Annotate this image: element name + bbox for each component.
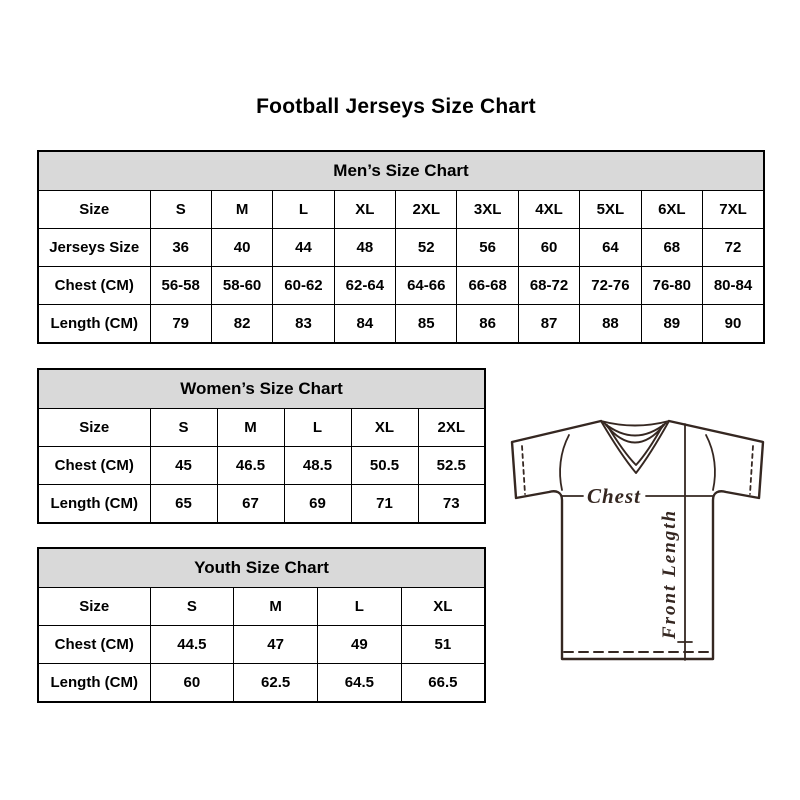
table-row: [38, 664, 485, 703]
chest-label: Chest: [586, 484, 642, 508]
jersey-outline: [512, 421, 763, 659]
value-cell: 60-62: [273, 267, 334, 305]
value-cell: 3XL: [457, 191, 518, 229]
value-cell: 72: [703, 229, 764, 267]
value-cell: 47: [234, 626, 318, 664]
table-row: [38, 626, 485, 664]
value-cell: 50.5: [351, 447, 418, 485]
value-cell: 51: [401, 626, 485, 664]
value-cell: 68-72: [518, 267, 579, 305]
value-cell: 64: [580, 229, 641, 267]
row-label-cell: Chest (CM): [38, 267, 150, 305]
value-cell: 40: [211, 229, 272, 267]
table-row: [38, 447, 485, 485]
row-label-cell: Jerseys Size: [38, 229, 150, 267]
mens-size-table: [37, 150, 765, 344]
value-cell: 52: [396, 229, 457, 267]
jersey-measurement-diagram: [502, 408, 794, 670]
armhole-seam-left: [560, 435, 569, 490]
table-row: [38, 229, 764, 267]
value-cell: L: [273, 191, 334, 229]
value-cell: 72-76: [580, 267, 641, 305]
value-cell: 68: [641, 229, 702, 267]
v-neck-collar: [601, 421, 669, 473]
value-cell: 48.5: [284, 447, 351, 485]
value-cell: 80-84: [703, 267, 764, 305]
value-cell: 2XL: [418, 409, 485, 447]
value-cell: 49: [318, 626, 402, 664]
value-cell: 44: [273, 229, 334, 267]
value-cell: 56: [457, 229, 518, 267]
table-row: [38, 409, 485, 447]
value-cell: 69: [284, 485, 351, 524]
value-cell: 2XL: [396, 191, 457, 229]
value-cell: 65: [150, 485, 217, 524]
youth-size-table: [37, 547, 486, 703]
table-row: [38, 305, 764, 344]
value-cell: 58-60: [211, 267, 272, 305]
value-cell: 88: [580, 305, 641, 344]
value-cell: M: [234, 588, 318, 626]
value-cell: S: [150, 191, 211, 229]
value-cell: 79: [150, 305, 211, 344]
value-cell: 84: [334, 305, 395, 344]
front-length-measure-line: [678, 424, 692, 660]
value-cell: 7XL: [703, 191, 764, 229]
value-cell: 64.5: [318, 664, 402, 703]
cuff-stitch-left: [522, 446, 525, 494]
table-row: [38, 191, 764, 229]
value-cell: 60: [150, 664, 234, 703]
value-cell: 45: [150, 447, 217, 485]
value-cell: 82: [211, 305, 272, 344]
value-cell: 66-68: [457, 267, 518, 305]
table-row: [38, 267, 764, 305]
value-cell: 5XL: [580, 191, 641, 229]
value-cell: 86: [457, 305, 518, 344]
value-cell: 6XL: [641, 191, 702, 229]
table-header-row: [38, 369, 485, 409]
mens-table-header: Men’s Size Chart: [38, 151, 764, 191]
table-row: [38, 485, 485, 524]
row-label-cell: Chest (CM): [38, 626, 150, 664]
value-cell: S: [150, 409, 217, 447]
womens-size-table: [37, 368, 486, 524]
value-cell: XL: [334, 191, 395, 229]
value-cell: 85: [396, 305, 457, 344]
value-cell: 76-80: [641, 267, 702, 305]
row-label-cell: Length (CM): [38, 485, 150, 524]
value-cell: 46.5: [217, 447, 284, 485]
womens-table-header: Women’s Size Chart: [38, 369, 485, 409]
front-length-label: Front Length: [659, 508, 680, 640]
row-label-cell: Size: [38, 588, 150, 626]
value-cell: XL: [351, 409, 418, 447]
value-cell: 73: [418, 485, 485, 524]
value-cell: 62.5: [234, 664, 318, 703]
value-cell: M: [217, 409, 284, 447]
value-cell: 48: [334, 229, 395, 267]
value-cell: 71: [351, 485, 418, 524]
value-cell: S: [150, 588, 234, 626]
cuff-stitch-right: [750, 446, 753, 494]
value-cell: 52.5: [418, 447, 485, 485]
value-cell: 44.5: [150, 626, 234, 664]
value-cell: 90: [703, 305, 764, 344]
row-label-cell: Size: [38, 191, 150, 229]
table-row: [38, 588, 485, 626]
armhole-seam-right: [706, 435, 715, 490]
youth-table-header: Youth Size Chart: [38, 548, 485, 588]
value-cell: 89: [641, 305, 702, 344]
row-label-cell: Chest (CM): [38, 447, 150, 485]
value-cell: 83: [273, 305, 334, 344]
page-title: Football Jerseys Size Chart: [256, 95, 536, 118]
value-cell: 4XL: [518, 191, 579, 229]
value-cell: 67: [217, 485, 284, 524]
value-cell: 87: [518, 305, 579, 344]
row-label-cell: Size: [38, 409, 150, 447]
value-cell: M: [211, 191, 272, 229]
row-label-cell: Length (CM): [38, 305, 150, 344]
value-cell: 56-58: [150, 267, 211, 305]
value-cell: XL: [401, 588, 485, 626]
value-cell: 62-64: [334, 267, 395, 305]
value-cell: 36: [150, 229, 211, 267]
row-label-cell: Length (CM): [38, 664, 150, 703]
value-cell: L: [318, 588, 402, 626]
value-cell: 66.5: [401, 664, 485, 703]
value-cell: L: [284, 409, 351, 447]
table-header-row: [38, 548, 485, 588]
value-cell: 60: [518, 229, 579, 267]
table-header-row: [38, 151, 764, 191]
value-cell: 64-66: [396, 267, 457, 305]
